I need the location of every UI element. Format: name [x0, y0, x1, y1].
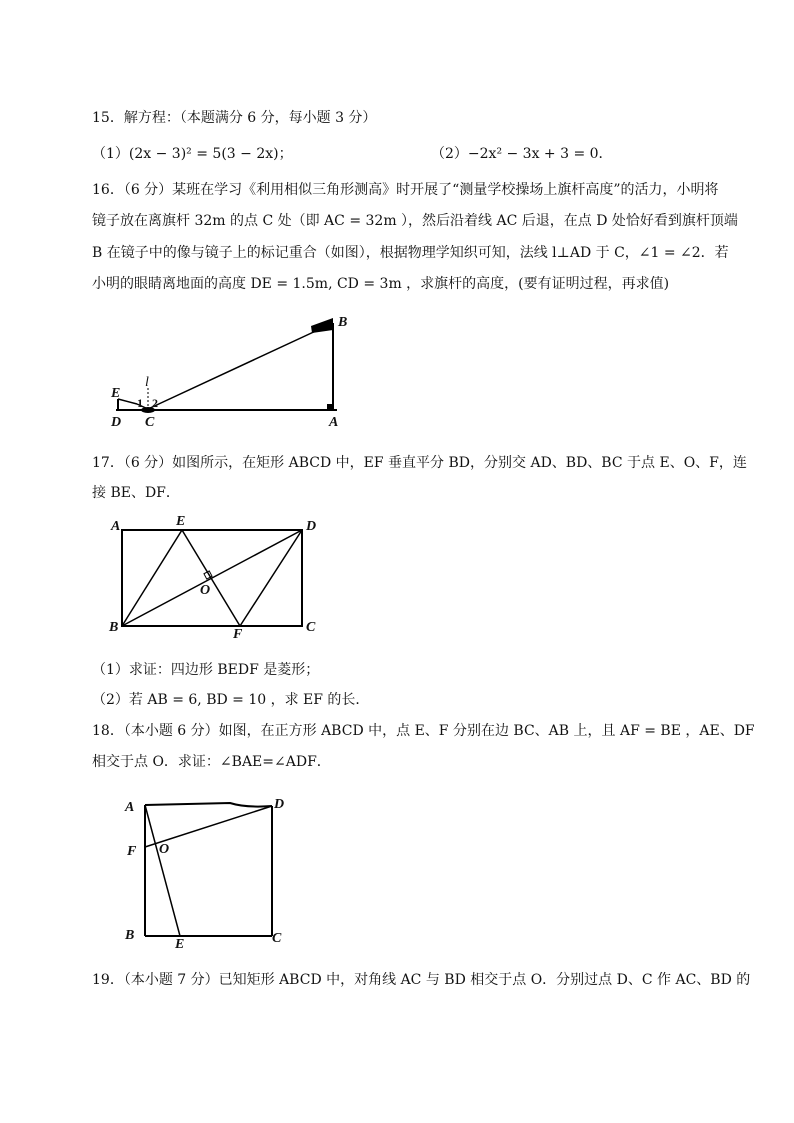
q18-line1: 18．（本小题 6 分）如图，在正方形 ABCD 中，点 E、F 分别在边 BC、AB 上，且 AF = BE ，AE、DF [92, 723, 755, 739]
q15-title: 15．解方程：（本题满分 6 分，每小题 3 分） [92, 110, 377, 126]
segment-df [145, 806, 272, 847]
label-E: E [175, 937, 185, 952]
q15-part1: （1）(2x − 3)² = 5(3 − 2x)； [92, 146, 293, 162]
label-C: C [272, 931, 282, 946]
label-A: A [111, 519, 121, 534]
q17-line2: 接 BE、DF． [92, 485, 180, 501]
label-angle-1: 1 [137, 396, 143, 410]
label-A: A [125, 800, 135, 815]
q16-line1: 16．（6 分）某班在学习《利用相似三角形测高》时开展了“测量学校操场上旗杆高度”的活力，小明将 [92, 182, 719, 198]
label-F: F [233, 627, 243, 642]
label-D: D [306, 519, 317, 534]
segment-ae [145, 805, 180, 936]
label-E: E [111, 386, 121, 401]
q16-line4: 小明的眼睛离地面的高度 DE = 1.5m, CD = 3m ，求旗杆的高度，(要有证明过程，再求值) [92, 276, 670, 292]
label-C: C [145, 415, 155, 430]
label-B: B [338, 315, 348, 330]
side-ad [145, 803, 272, 807]
q15-part2: （2）−2x² − 3x + 3 = 0． [431, 146, 613, 162]
label-O: O [200, 583, 211, 598]
label-B: B [125, 928, 135, 943]
label-angle-2: 2 [152, 396, 158, 410]
q16-line2: 镜子放在离旗杆 32m 的点 C 处（即 AC = 32m ），然后沿着线 AC 后退，在点 D 处恰好看到旗杆顶端 [92, 213, 738, 229]
q16-line3: B 在镜子中的像与镜子上的标记重合（如图），根据物理学知织可知，法线 l⊥AD 于 C，∠1 = ∠2．若 [92, 245, 729, 261]
label-D: D [274, 797, 285, 812]
label-B: B [109, 620, 119, 635]
q18-line2: 相交于点 O．求证：∠BAE=∠ADF． [92, 754, 331, 770]
label-C: C [306, 620, 316, 635]
label-E: E [176, 514, 186, 529]
q17-sub2: （2）若 AB = 6, BD = 10 ，求 EF 的长． [92, 692, 370, 708]
q19-line1: 19．（本小题 7 分）已知矩形 ABCD 中，对角线 AC 与 BD 相交于点 O．分别过点 D、C 作 AC、BD 的 [92, 972, 751, 988]
label-A: A [329, 415, 339, 430]
q17-line1: 17．（6 分）如图所示，在矩形 ABCD 中，EF 垂直平分 BD，分别交 AD、BD、BC 于点 E、O、F，连 [92, 455, 747, 471]
q17-sub1: （1）求证：四边形 BEDF 是菱形； [92, 662, 320, 678]
label-D: D [111, 415, 122, 430]
label-F: F [127, 844, 137, 859]
label-l: l [145, 375, 149, 390]
label-O: O [159, 842, 170, 857]
